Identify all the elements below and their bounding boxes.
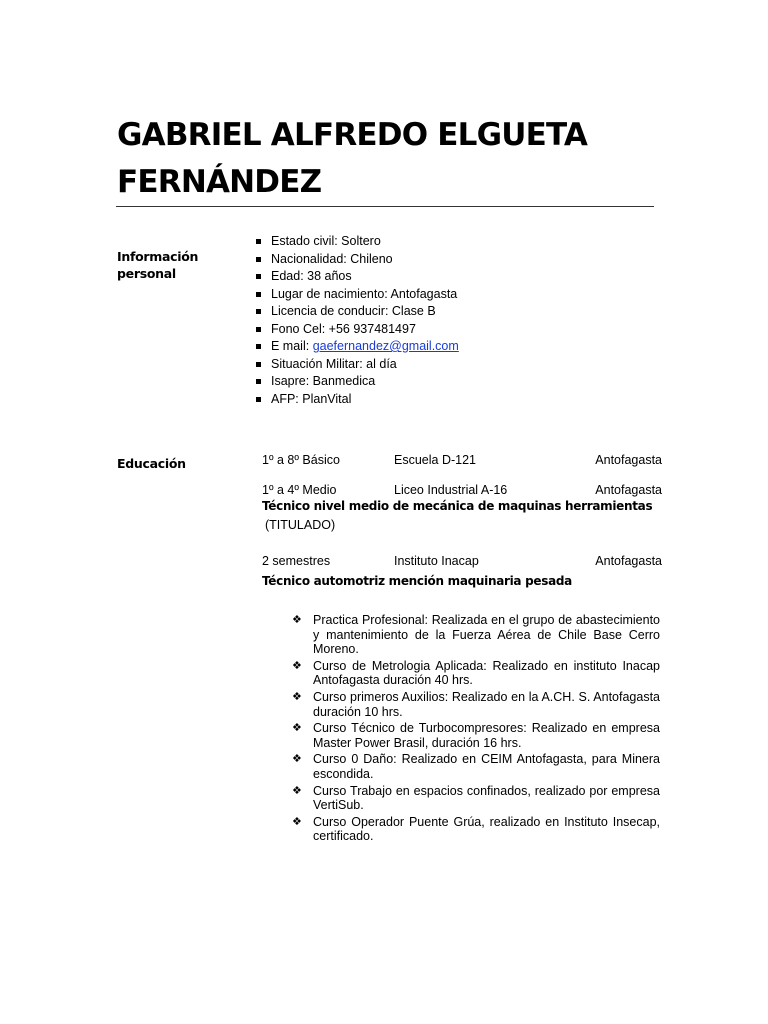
education-school: Escuela D-121	[394, 453, 476, 467]
education-school: Instituto Inacap	[394, 554, 479, 568]
email-label: E mail:	[271, 339, 313, 353]
square-bullet-icon	[256, 292, 261, 297]
square-bullet-icon	[256, 397, 261, 402]
diamond-bullet-icon: ❖	[292, 752, 302, 766]
list-item: Estado civil: Soltero	[254, 233, 459, 251]
education-city: Antofagasta	[595, 554, 662, 568]
education-level: 1º a 8º Básico	[262, 453, 340, 467]
education-school: Liceo Industrial A-16	[394, 483, 508, 497]
list-item: ❖ Curso Técnico de Turbocompresores: Realizado en empresa Master Power Brasil, duración 16 hrs.	[292, 721, 660, 750]
degree-title: Técnico nivel medio de mecánica de maquinas herramientas	[262, 499, 653, 513]
list-item: Fono Cel: +56 937481497	[254, 321, 459, 339]
list-item: ❖ Practica Profesional: Realizada en el grupo de abastecimiento y mantenimiento de la Fuerza Aérea de Chile Base Cerro Moreno.	[292, 613, 660, 657]
diamond-bullet-icon: ❖	[292, 613, 302, 626]
list-item: Situación Militar: al día	[254, 356, 459, 374]
square-bullet-icon	[256, 379, 261, 384]
square-bullet-icon	[256, 344, 261, 349]
list-item: Lugar de nacimiento: Antofagasta	[254, 286, 459, 304]
personal-info-label: Información personal	[117, 249, 199, 281]
diamond-bullet-icon: ❖	[292, 814, 302, 828]
education-city: Antofagasta	[595, 453, 662, 467]
list-item: ❖ Curso Trabajo en espacios confinados, realizado por empresa VertiSub.	[292, 783, 660, 813]
diamond-bullet-icon: ❖	[292, 721, 302, 735]
degree-status: (TITULADO)	[265, 518, 336, 532]
diamond-bullet-icon: ❖	[292, 689, 302, 703]
diamond-bullet-icon: ❖	[292, 783, 302, 797]
candidate-name: GABRIEL ALFREDO ELGUETA FERNÁNDEZ	[117, 117, 588, 200]
email-link[interactable]: gaefernandez@gmail.com	[312, 339, 459, 353]
courses-list	[290, 613, 660, 846]
square-bullet-icon	[256, 362, 261, 367]
education-city: Antofagasta	[595, 483, 662, 497]
list-item: ❖ Curso de Metrologia Aplicada: Realizado en instituto Inacap Antofagasta duración 40 hrs.	[292, 658, 660, 688]
list-item: AFP: PlanVital	[254, 391, 459, 409]
list-item: Edad: 38 años	[254, 268, 459, 286]
education-label: Educación	[117, 456, 186, 471]
square-bullet-icon	[256, 239, 261, 244]
diamond-bullet-icon: ❖	[292, 658, 302, 672]
list-item: ❖ Curso Operador Puente Grúa, realizado en Instituto Insecap, certificado.	[292, 814, 660, 844]
list-item: Licencia de conducir: Clase B	[254, 303, 459, 321]
square-bullet-icon	[256, 327, 261, 332]
list-item: Nacionalidad: Chileno	[254, 251, 459, 269]
degree-title: Técnico automotriz mención maquinaria pesada	[262, 574, 572, 588]
list-item: Isapre: Banmedica	[254, 373, 459, 391]
list-item: ❖ Curso 0 Daño: Realizado en CEIM Antofagasta, para Minera escondida.	[292, 752, 660, 781]
square-bullet-icon	[256, 309, 261, 314]
personal-info-list	[254, 233, 459, 408]
education-level: 2 semestres	[262, 554, 331, 568]
title-divider	[116, 206, 654, 207]
square-bullet-icon	[256, 257, 261, 262]
education-level: 1º a 4º Medio	[262, 483, 337, 497]
list-item: ❖ Curso primeros Auxilios: Realizado en la A.CH. S. Antofagasta duración 10 hrs.	[292, 689, 660, 719]
list-item-email	[254, 338, 459, 356]
square-bullet-icon	[256, 274, 261, 279]
